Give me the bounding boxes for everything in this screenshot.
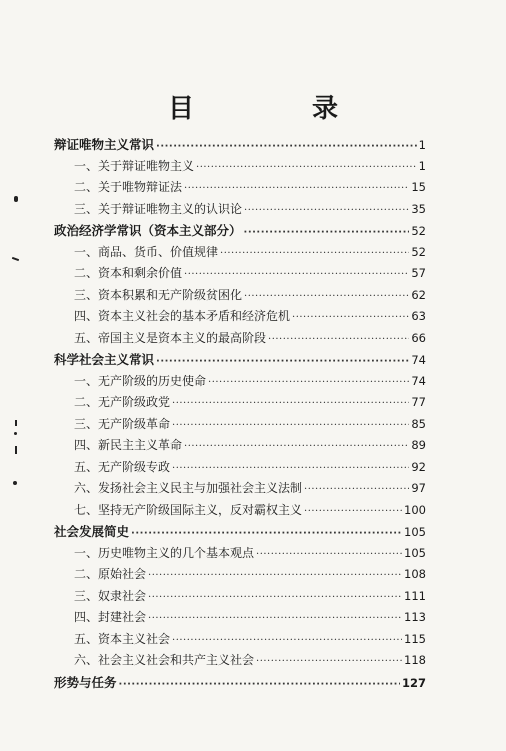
toc-subentry	[54, 199, 426, 221]
toc-page-number: 115	[404, 631, 426, 646]
toc-entry-label: 六、发扬社会主义民主与加强社会主义法制	[74, 481, 303, 495]
toc-entry-label: 三、奴隶社会	[74, 588, 147, 603]
toc-entry-label: 政治经济学常识（资本主义部分）	[54, 223, 242, 238]
toc-page-number: 63	[411, 309, 426, 323]
dot-leader	[172, 393, 409, 415]
toc-page-number: 66	[411, 330, 426, 345]
dot-leader	[304, 501, 402, 523]
dot-leader	[208, 372, 409, 394]
page-title: 目 录	[167, 94, 384, 124]
toc-section-entry	[54, 672, 426, 694]
dot-leader	[156, 351, 409, 373]
dot-leader	[256, 651, 402, 673]
toc-entry-label: 科学社会主义常识	[54, 352, 155, 367]
toc-subentry	[54, 543, 426, 565]
toc-page-number: 97	[411, 481, 426, 495]
toc-subentry	[54, 457, 426, 479]
toc-subentry	[54, 500, 426, 522]
toc-subentry	[54, 156, 426, 178]
toc-entry-label: 一、历史唯物主义的几个基本观点	[74, 545, 255, 560]
toc-subentry	[54, 177, 426, 199]
toc-entry-label: 二、无产阶级政党	[74, 395, 171, 409]
toc-page-number: 15	[411, 180, 426, 194]
dot-leader	[148, 587, 402, 609]
toc-subentry	[54, 435, 426, 457]
toc-page-number: 1	[418, 138, 426, 152]
toc-page-number: 52	[411, 244, 426, 259]
dot-leader	[148, 608, 402, 630]
toc-subentry	[54, 242, 426, 264]
toc-page-number: 105	[404, 545, 426, 560]
toc-page-number: 74	[411, 353, 426, 367]
toc-section-entry	[54, 521, 426, 543]
dot-leader	[244, 286, 409, 308]
toc-entry-label: 四、封建社会	[74, 610, 147, 624]
toc-entry-label: 五、帝国主义是资本主义的最高阶段	[74, 330, 267, 345]
toc-page-number: 100	[404, 502, 426, 517]
toc-entry-label: 七、坚持无产阶级国际主义，反对霸权主义	[74, 502, 303, 517]
toc-page-number: 105	[404, 525, 426, 539]
toc-subentry	[54, 285, 426, 307]
toc-subentry	[54, 328, 426, 350]
dot-leader	[172, 415, 409, 437]
scan-mark	[15, 420, 17, 426]
toc-page-number: 57	[411, 266, 426, 280]
toc-subentry	[54, 650, 426, 672]
dot-leader	[172, 458, 409, 480]
dot-leader	[131, 523, 402, 545]
toc-page-number: 74	[411, 373, 426, 388]
scan-mark	[14, 196, 18, 202]
scan-mark	[13, 481, 17, 485]
toc-entry-label: 二、关于唯物辩证法	[74, 180, 183, 194]
toc-entry-label: 辩证唯物主义常识	[54, 137, 155, 152]
dot-leader	[148, 565, 402, 587]
toc-section-entry	[54, 349, 426, 371]
toc-entry-label: 二、资本和剩余价值	[74, 266, 183, 280]
toc-entry-label: 形势与任务	[54, 674, 117, 690]
toc-page-number: 118	[404, 653, 426, 667]
dot-leader	[184, 264, 409, 286]
toc-entry-label: 四、资本主义社会的基本矛盾和经济危机	[74, 309, 291, 323]
toc-page-number: 89	[411, 438, 426, 452]
toc-entry-label: 五、资本主义社会	[74, 631, 171, 646]
toc-subentry	[54, 478, 426, 500]
dot-leader	[256, 544, 402, 566]
dot-leader	[156, 136, 417, 158]
toc-subentry	[54, 414, 426, 436]
table-of-contents	[54, 134, 426, 693]
toc-section-entry	[54, 220, 426, 242]
dot-leader	[184, 178, 409, 200]
toc-page-number: 62	[411, 287, 426, 302]
toc-entry-label: 一、关于辩证唯物主义	[74, 158, 195, 173]
toc-subentry	[54, 306, 426, 328]
dot-leader	[172, 630, 402, 652]
toc-entry-label: 社会发展简史	[54, 524, 130, 539]
dot-leader	[220, 243, 409, 265]
toc-entry-label: 六、社会主义社会和共产主义社会	[74, 653, 255, 667]
toc-page-number: 92	[411, 459, 426, 474]
toc-page-number: 1	[418, 158, 426, 173]
dot-leader	[244, 222, 410, 244]
toc-section-entry	[54, 134, 426, 156]
toc-subentry	[54, 629, 426, 651]
dot-leader	[268, 329, 409, 351]
toc-entry-label: 三、关于辩证唯物主义的认识论	[74, 201, 243, 216]
toc-subentry	[54, 392, 426, 414]
dot-leader	[196, 157, 417, 179]
scan-mark	[15, 446, 17, 454]
dot-leader	[292, 307, 409, 329]
toc-page-number: 113	[404, 610, 426, 624]
toc-page-number: 111	[404, 588, 426, 603]
toc-subentry	[54, 564, 426, 586]
dot-leader	[304, 479, 409, 501]
toc-page-number: 77	[411, 395, 426, 409]
toc-page-number: 85	[411, 416, 426, 431]
toc-page-number: 108	[404, 567, 426, 581]
dot-leader	[244, 200, 409, 222]
dot-leader	[119, 674, 400, 696]
toc-subentry	[54, 586, 426, 608]
toc-entry-label: 四、新民主主义革命	[74, 438, 183, 452]
toc-page-number: 52	[411, 224, 426, 238]
toc-page-number: 35	[411, 201, 426, 216]
scan-mark	[14, 432, 17, 435]
toc-entry-label: 五、无产阶级专政	[74, 459, 171, 474]
toc-subentry	[54, 607, 426, 629]
toc-entry-label: 三、资本积累和无产阶级贫困化	[74, 287, 243, 302]
dot-leader	[184, 436, 409, 458]
toc-entry-label: 一、商品、货币、价值规律	[74, 244, 219, 259]
scan-mark	[12, 257, 19, 261]
toc-page-number: 127	[401, 675, 426, 690]
toc-subentry	[54, 371, 426, 393]
toc-entry-label: 一、无产阶级的历史使命	[74, 373, 207, 388]
toc-entry-label: 二、原始社会	[74, 567, 147, 581]
toc-subentry	[54, 263, 426, 285]
toc-entry-label: 三、无产阶级革命	[74, 416, 171, 431]
